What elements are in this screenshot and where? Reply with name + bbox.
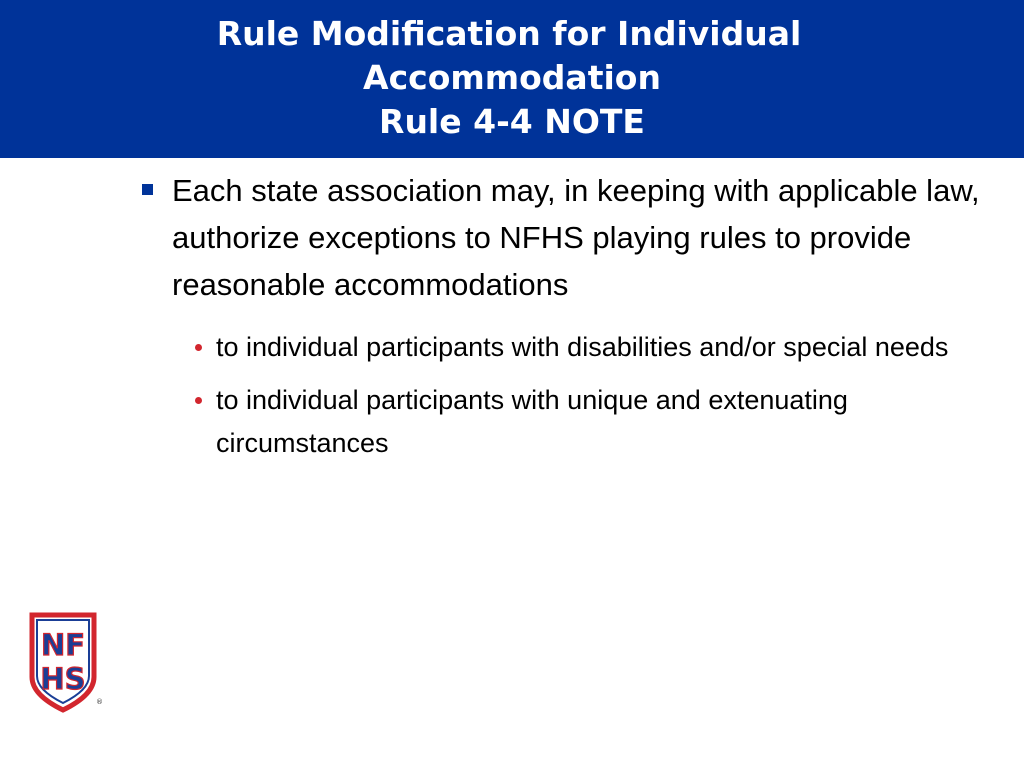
title-line-2: Accommodation <box>363 58 661 97</box>
sub-bullet-text: to individual participants with unique and extenuating circumstances <box>216 385 848 458</box>
slide-title <box>0 12 1024 144</box>
nfhs-shield-icon <box>28 611 102 715</box>
nfhs-logo <box>28 611 102 715</box>
logo-text-top: NF <box>40 628 86 662</box>
sub-bullet-text: to individual participants with disabilities and/or special needs <box>216 332 949 362</box>
dot-bullet-icon <box>195 397 202 404</box>
registered-mark: ® <box>96 698 103 706</box>
title-line-1: Rule Modification for Individual <box>216 14 802 53</box>
sub-bullet-1 <box>187 326 1002 369</box>
dot-bullet-icon <box>195 344 202 351</box>
title-line-3: Rule 4-4 NOTE <box>379 102 645 141</box>
main-bullet-text: Each state association may, in keeping with applicable law, authorize exceptions to NFHS playing rules to provide reasonable accommodations <box>172 173 980 302</box>
square-bullet-icon <box>142 184 153 195</box>
logo-text-bottom: HS <box>40 662 86 696</box>
sub-bullet-list <box>142 326 1002 465</box>
main-bullet <box>142 167 1002 308</box>
slide-body <box>142 167 1002 475</box>
title-banner <box>0 0 1024 158</box>
sub-bullet-2 <box>187 379 1002 465</box>
